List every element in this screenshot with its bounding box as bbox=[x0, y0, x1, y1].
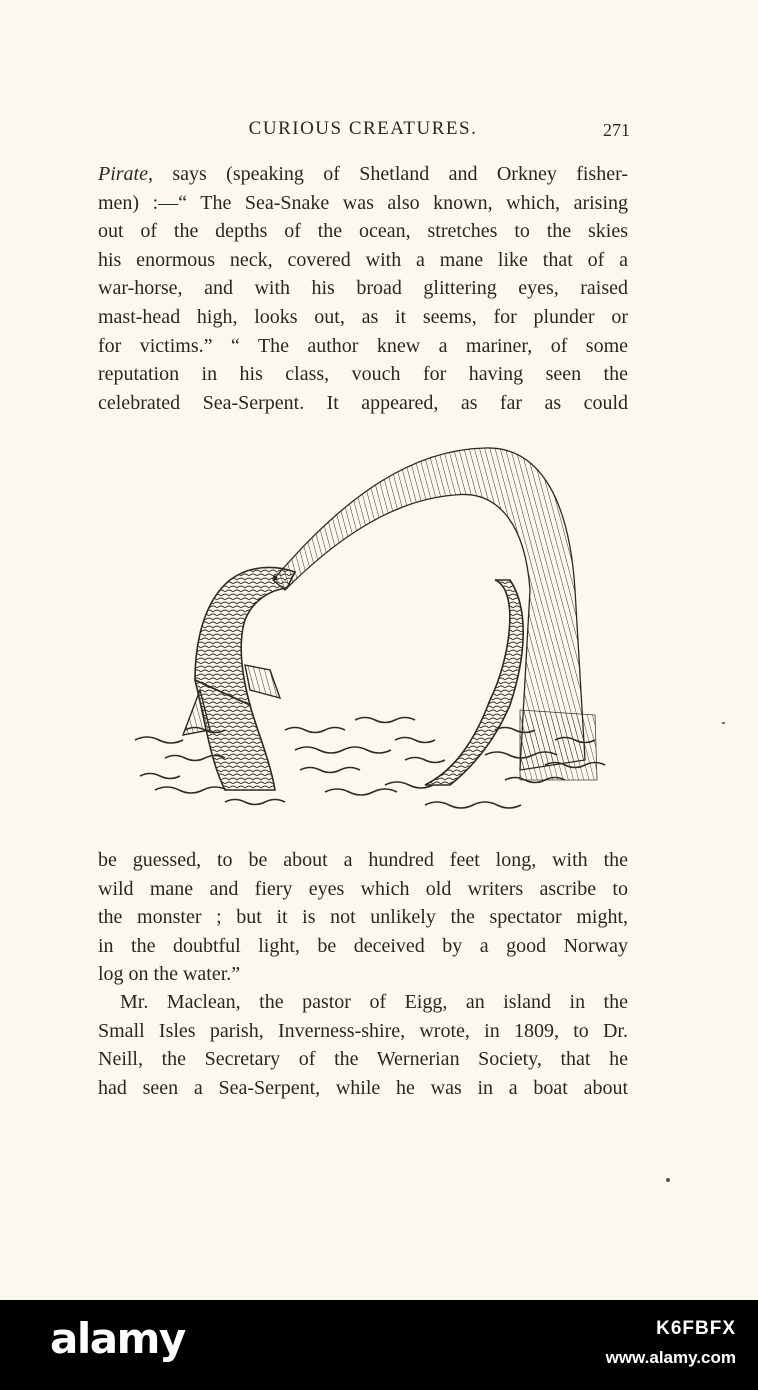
paper-speck bbox=[666, 1178, 670, 1182]
serpent-head bbox=[195, 567, 295, 705]
text-line: his enormous neck, covered with a mane like that of a bbox=[98, 248, 628, 271]
image-id: K6FBFX bbox=[656, 1318, 736, 1339]
text-line: mast-head high, looks out, as it seems, for plunder or bbox=[98, 305, 628, 328]
text-line: reputation in his class, vouch for having seen the bbox=[98, 363, 628, 386]
text-line: be guessed, to be about a hundred feet long, with the bbox=[98, 849, 628, 871]
page-number: 271 bbox=[603, 120, 630, 140]
text-line: had seen a Sea-Serpent, while he was in a boat about bbox=[98, 1076, 628, 1099]
serpent-eye bbox=[273, 576, 278, 581]
serpent-fin-right bbox=[245, 665, 280, 698]
paragraph-3 bbox=[98, 988, 628, 1102]
text-line: the monster ; but it is not unlikely the spectator might, bbox=[98, 906, 628, 929]
paragraph-2 bbox=[98, 846, 628, 989]
text-line: wild mane and fiery eyes which old writers ascribe to bbox=[98, 877, 628, 900]
text-line: Mr. Maclean, the pastor of Eigg, an island in the bbox=[120, 991, 628, 1013]
text-line: in the doubtful light, be deceived by a good Norway bbox=[98, 934, 628, 957]
text-line: war-horse, and with his broad glittering eyes, raised bbox=[98, 277, 628, 300]
water-splash bbox=[520, 710, 597, 780]
paper-speck bbox=[722, 722, 725, 724]
running-title: CURIOUS CREATURES. bbox=[248, 118, 478, 139]
running-head bbox=[98, 118, 628, 146]
text-line: Pirate, says (speaking of Shetland and Orkney fisher- bbox=[98, 163, 628, 185]
paragraph-1 bbox=[98, 160, 628, 417]
text-line: Small Isles parish, Inverness-shire, wrote, in 1809, to Dr. bbox=[98, 1019, 628, 1042]
text-line: out of the depths of the ocean, stretches to the skies bbox=[98, 220, 628, 243]
text-line: men) :—“ The Sea-Snake was also known, which, arising bbox=[98, 191, 628, 214]
sea-serpent-illustration bbox=[125, 440, 615, 835]
watermark-bar bbox=[0, 1300, 758, 1390]
text-line: for victims.” “ The author knew a mariner, of some bbox=[98, 334, 628, 357]
site-url: www.alamy.com bbox=[605, 1348, 736, 1367]
alamy-logo: alamy bbox=[50, 1314, 185, 1363]
text-line: Neill, the Secretary of the Wernerian Society, that he bbox=[98, 1048, 628, 1071]
text-line: log on the water.” bbox=[98, 963, 241, 986]
book-title-pirate: Pirate, bbox=[98, 163, 153, 185]
text-line: celebrated Sea-Serpent. It appeared, as far as could bbox=[98, 391, 628, 414]
